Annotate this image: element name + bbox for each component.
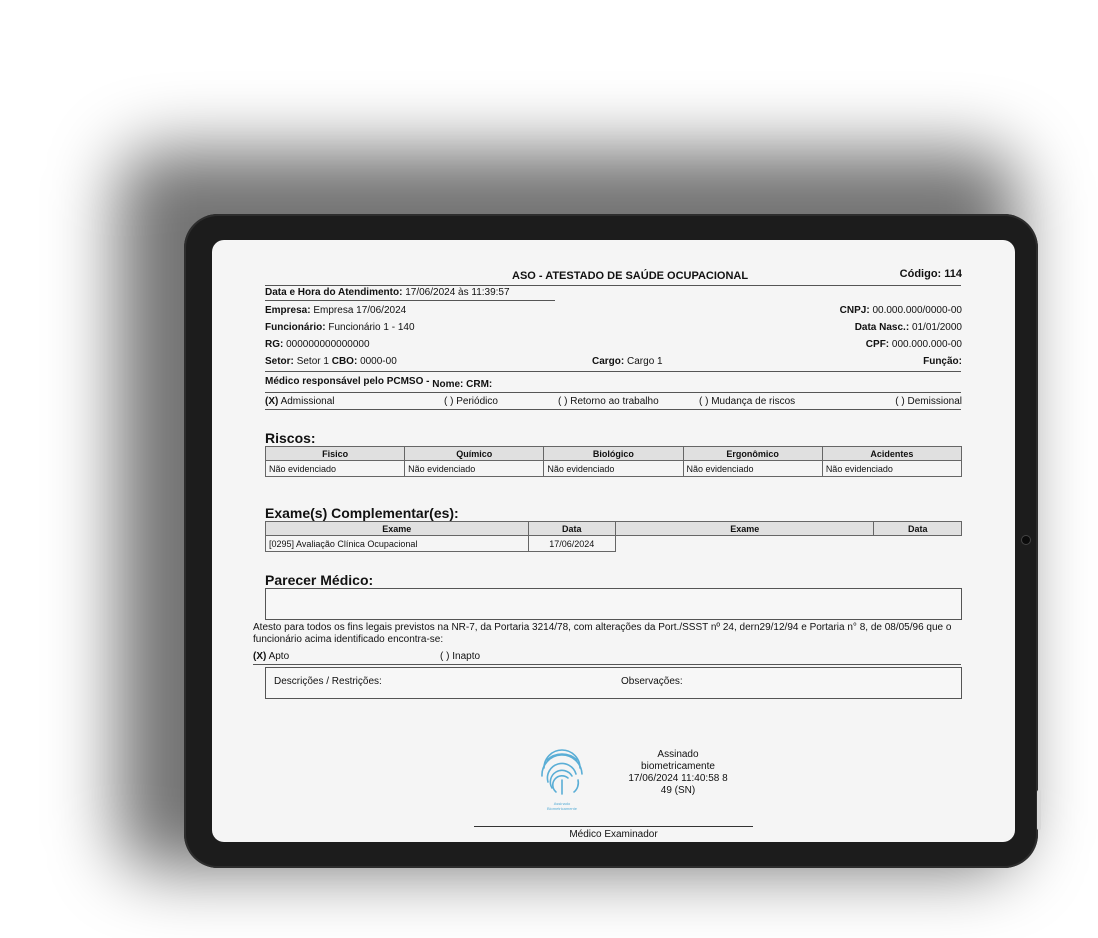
table-cell: 17/06/2024 xyxy=(528,536,616,552)
exam-type-periodico: ( ) Periódico xyxy=(444,396,498,407)
document-code: Código: 114 xyxy=(899,268,962,280)
divider xyxy=(265,371,961,372)
side-button xyxy=(1037,790,1041,830)
parecer-box xyxy=(265,588,962,620)
divider xyxy=(265,285,961,286)
cpf: CPF: 000.000.000-00 xyxy=(865,339,962,350)
medico-responsavel: Médico responsável pelo PCMSO - Nome: CRM: xyxy=(265,376,493,390)
empresa: Empresa: Empresa 17/06/2024 xyxy=(265,305,407,316)
divider xyxy=(265,392,961,393)
cargo: Cargo: Cargo 1 xyxy=(592,356,663,367)
data-hora-atendimento: Data e Hora do Atendimento: 17/06/2024 às 11:39:57 xyxy=(265,287,510,298)
riscos-heading: Riscos: xyxy=(265,430,316,446)
fingerprint-logo xyxy=(534,748,590,811)
rg: RG: 000000000000000 xyxy=(265,339,370,350)
descricoes-box xyxy=(265,667,962,699)
divider xyxy=(265,300,555,301)
exam-type-demissional: ( ) Demissional xyxy=(895,396,962,407)
parecer-heading: Parecer Médico: xyxy=(265,572,374,588)
apto: (X) Apto xyxy=(253,651,290,662)
signature-info: Assinado biometricamente 17/06/2024 11:40:58 8 49 (SN) xyxy=(628,749,728,796)
table-cell: Não evidenciado xyxy=(266,461,405,477)
camera-icon xyxy=(1022,536,1030,544)
header-ergonomico: Ergonômico xyxy=(683,447,822,461)
exames-heading: Exame(s) Complementar(es): xyxy=(265,505,459,521)
logo-caption: Assinado Biometricamente xyxy=(546,801,577,811)
table-cell: Não evidenciado xyxy=(405,461,544,477)
table-row xyxy=(266,536,962,552)
tablet-screen xyxy=(212,240,1015,842)
funcionario: Funcionário: Funcionário 1 - 140 xyxy=(265,322,415,333)
table-cell: [0295] Avaliação Clínica Ocupacional xyxy=(266,536,529,552)
table-cell: Não evidenciado xyxy=(544,461,683,477)
table-cell: Não evidenciado xyxy=(822,461,961,477)
fingerprint-icon xyxy=(534,748,590,796)
atesto-text: Atesto para todos os fins legais previstos na NR-7, da Portaria 3214/78, com alterações da Port./SSST nº 24, dern29/12/94 e Portaria n° 8, de 08/05/96 que o funcionário acima identificado encontra-se: xyxy=(253,622,952,645)
descricoes-label: Descrições / Restrições: xyxy=(274,676,382,687)
header-quimico: Químico xyxy=(405,447,544,461)
riscos-table xyxy=(265,446,962,477)
exam-type-admissional: (X) Admissional xyxy=(265,396,335,407)
header-acidentes: Acidentes xyxy=(822,447,961,461)
exam-type-mudanca: ( ) Mudança de riscos xyxy=(699,396,796,407)
header-fisico: Fisico xyxy=(266,447,405,461)
funcao: Função: xyxy=(923,356,962,367)
data-nascimento: Data Nasc.: 01/01/2000 xyxy=(854,322,962,333)
medico-examinador: Médico Examinador xyxy=(569,829,658,840)
header-biologico: Biológico xyxy=(544,447,683,461)
setor-cbo: Setor: Setor 1 CBO: 0000-00 xyxy=(265,356,397,367)
header-data-2: Data xyxy=(874,522,962,536)
exam-type-retorno: ( ) Retorno ao trabalho xyxy=(558,396,659,407)
signature-line xyxy=(474,826,753,827)
header-data: Data xyxy=(528,522,616,536)
exames-table xyxy=(265,521,962,552)
divider xyxy=(253,664,961,665)
inapto: ( ) Inapto xyxy=(440,651,481,662)
cnpj: CNPJ: 00.000.000/0000-00 xyxy=(839,305,962,316)
observacoes-label: Observações: xyxy=(621,676,683,687)
header-exame: Exame xyxy=(266,522,529,536)
document-title: ASO - ATESTADO DE SAÚDE OCUPACIONAL xyxy=(512,270,749,282)
table-cell: Não evidenciado xyxy=(683,461,822,477)
header-exame-2: Exame xyxy=(616,522,874,536)
divider xyxy=(265,409,961,410)
